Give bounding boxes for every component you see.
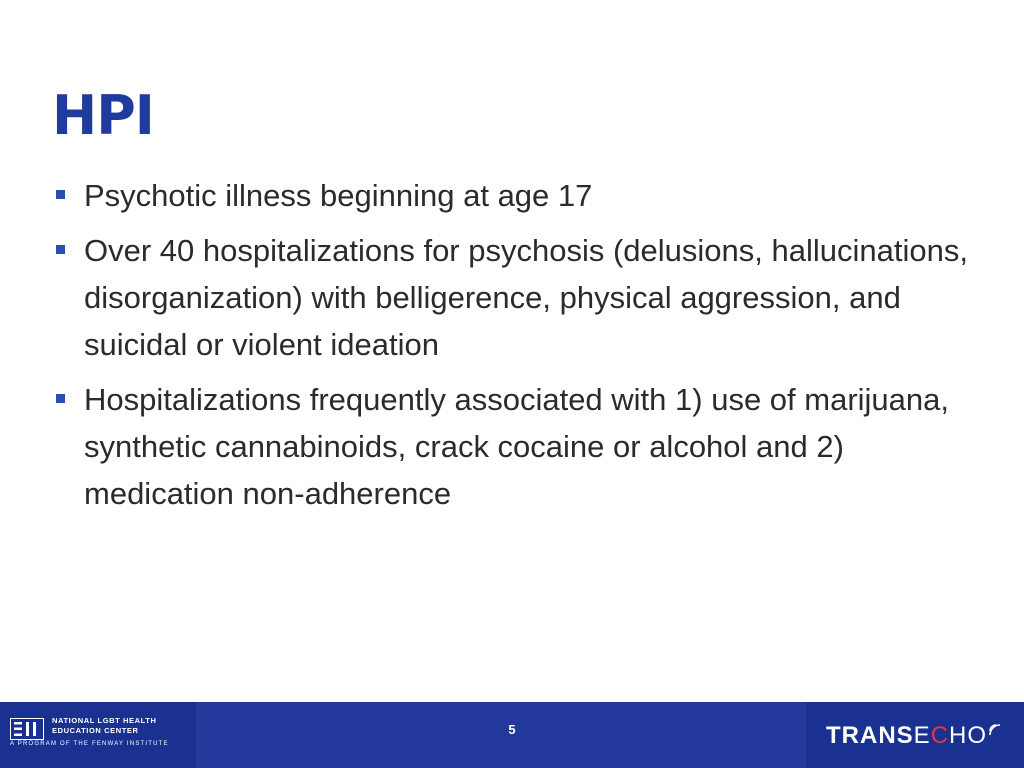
lgbt-health-logo (10, 716, 169, 750)
lgbt-mark-icon (10, 718, 44, 740)
square-bullet-icon (56, 394, 65, 403)
bullet-text: Psychotic illness beginning at age 17 (84, 178, 593, 213)
logo-text-ho: HO (949, 722, 988, 749)
bullet-list (52, 172, 972, 525)
slide-title: HPI (52, 84, 154, 147)
bullet-item (52, 376, 972, 517)
bullet-item (52, 172, 972, 219)
signal-waves-icon (988, 723, 1002, 737)
square-bullet-icon (56, 190, 65, 199)
bullet-text: Hospitalizations frequently associated with 1) use of marijuana, synthetic cannabinoids, crack cocaine or alcohol and 2) medication non-adherence (84, 382, 950, 511)
logo-text-c: C (930, 722, 950, 749)
logo-text-trans: TRANS (826, 722, 914, 749)
lgbt-logo-line: EDUCATION CENTER (52, 726, 139, 735)
lgbt-logo-line: NATIONAL LGBT HEALTH (52, 716, 157, 725)
lgbt-logo-tagline: A PROGRAM OF THE FENWAY INSTITUTE (10, 741, 169, 747)
bullet-text: Over 40 hospitalizations for psychosis (delusions, hallucinations, disorganization) with belligerence, physical aggression, and suicidal or violent ideation (84, 233, 968, 362)
lgbt-logo-text (10, 716, 169, 750)
square-bullet-icon (56, 245, 65, 254)
logo-text-e: E (913, 722, 931, 749)
transecho-logo (826, 722, 1002, 750)
page-number: 5 (508, 722, 516, 737)
bullet-item (52, 227, 972, 368)
